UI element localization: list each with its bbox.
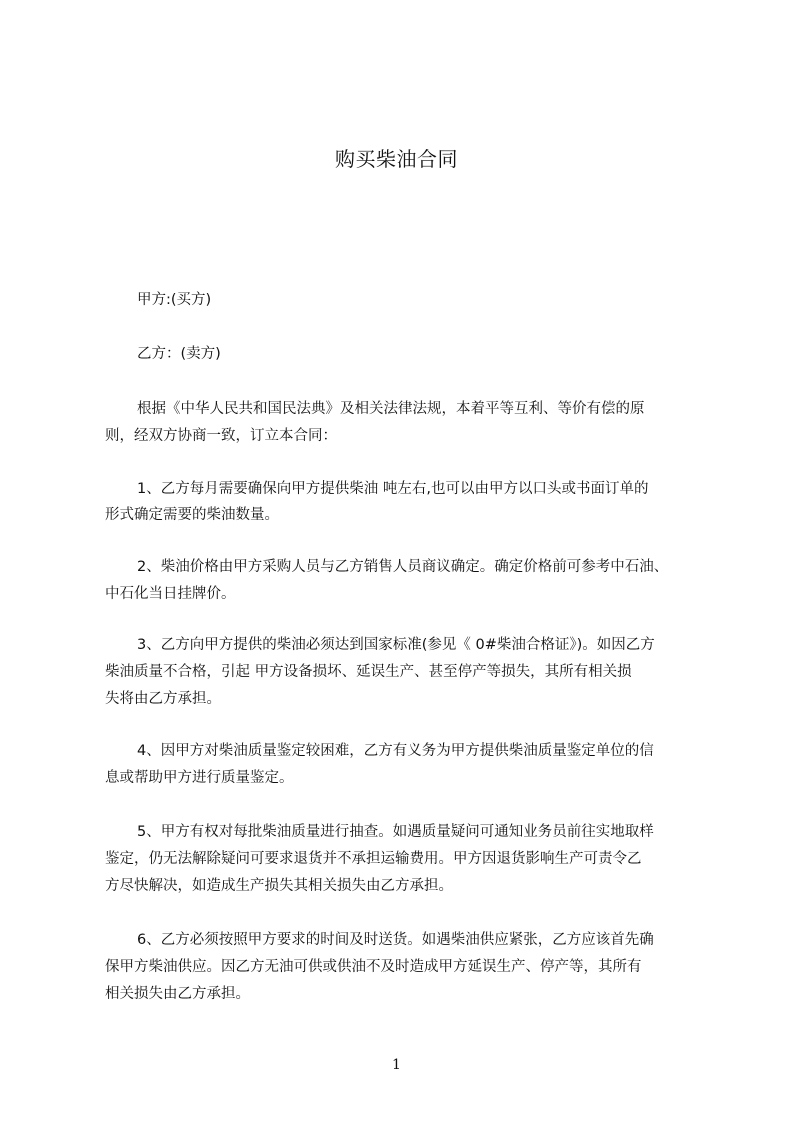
paragraph-line: 中石化当日挂牌价。	[105, 586, 236, 602]
paragraph-line: 鉴定，仍无法解除疑问可要求退货并不承担运输费用。甲方因退货影响生产可责令乙	[105, 851, 642, 867]
paragraph-line: 失将由乙方承担。	[105, 691, 221, 707]
paragraph-line: 保甲方柴油供应。因乙方无油可供或供油不及时造成甲方延误生产、停产等，其所有	[105, 959, 642, 975]
page-number: 1	[392, 1057, 401, 1073]
paragraph-line: 4、因甲方对柴油质量鉴定较困难，乙方有义务为甲方提供柴油质量鉴定单位的信	[137, 743, 654, 759]
paragraph-line: 5、甲方有权对每批柴油质量进行抽查。如遇质量疑问可通知业务员前往实地取样	[137, 824, 654, 840]
paragraph-line: 柴油质量不合格，引起 甲方设备损坏、延误生产、甚至停产等损失，其所有相关损	[105, 664, 632, 680]
paragraph-line: 相关损失由乙方承担。	[105, 986, 250, 1002]
paragraph-line: 方尽快解决，如造成生产损失其相关损失由乙方承担。	[105, 878, 453, 894]
paragraph-line: 2、柴油价格由甲方采购人员与乙方销售人员商议确定。确定价格前可参考中石油、	[137, 559, 669, 575]
paragraph-line: 则，经双方协商一致，订立本合同：	[105, 428, 337, 444]
paragraph-line: 根据《中华人民共和国民法典》及相关法律法规，本着平等互利、等价有偿的原	[137, 401, 645, 417]
paragraph-line: 3、乙方向甲方提供的柴油必须达到国家标准(参见《 0#柴油合格证》)。如因乙方	[137, 637, 655, 653]
paragraph-line: 6、乙方必须按照甲方要求的时间及时送货。如遇柴油供应紧张，乙方应该首先确	[137, 932, 654, 948]
party-a-line: 甲方:(买方)	[137, 292, 212, 308]
paragraph-line: 形式确定需要的柴油数量。	[105, 507, 279, 523]
page-title: 购买柴油合同	[335, 147, 458, 171]
paragraph-line: 息或帮助甲方进行质量鉴定。	[105, 770, 294, 786]
party-b-line: 乙方：(卖方)	[137, 346, 221, 362]
paragraph-line: 1、乙方每月需要确保向甲方提供柴油 吨左右,也可以由甲方以口头或书面订单的	[137, 481, 649, 497]
